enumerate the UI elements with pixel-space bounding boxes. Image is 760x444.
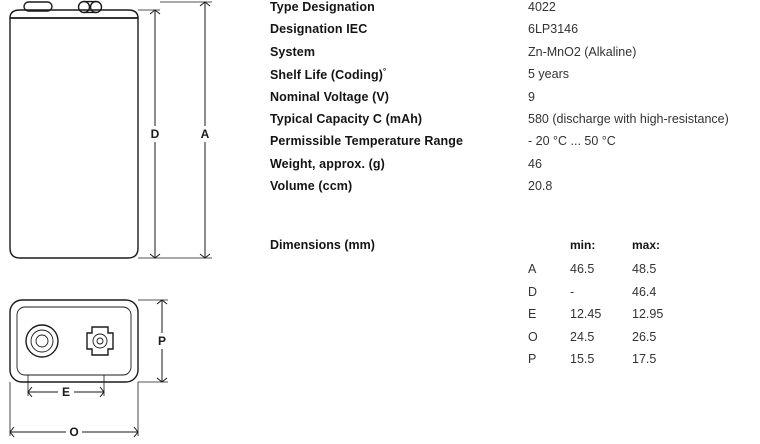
- table-row: [528, 330, 692, 353]
- battery-technical-drawing: [0, 0, 262, 444]
- spec-label-superscript: °: [383, 67, 387, 77]
- spec-value: 6LP3146: [528, 22, 579, 37]
- table-row: [528, 262, 692, 285]
- dimension-min: 15.5: [570, 352, 595, 366]
- dimension-min: 12.45: [570, 307, 602, 321]
- spec-value: 46: [528, 156, 542, 171]
- spec-label: System: [270, 44, 316, 59]
- dimensions-title: Dimensions (mm): [270, 238, 375, 252]
- spec-row: [270, 157, 760, 179]
- specification-table: [270, 0, 760, 202]
- spec-value: 20.8: [528, 179, 553, 194]
- dimension-key: E: [528, 307, 537, 321]
- spec-value: Zn-MnO2 (Alkaline): [528, 44, 637, 59]
- dimension-max: 17.5: [632, 352, 657, 366]
- spec-value: 4022: [528, 0, 556, 14]
- spec-row: [270, 179, 760, 201]
- spec-row: [270, 45, 760, 67]
- table-row: [528, 352, 692, 375]
- dimension-max: 48.5: [632, 262, 657, 276]
- spec-label-text: Shelf Life (Coding): [270, 68, 383, 83]
- dimension-max: 46.4: [632, 284, 657, 299]
- dimension-max: 26.5: [632, 329, 657, 344]
- dimension-key: A: [528, 262, 537, 276]
- dimension-key: O: [528, 329, 538, 344]
- dimensions-table: [528, 238, 692, 375]
- spec-label: Weight, approx. (g): [270, 156, 385, 171]
- spec-label: Permissible Temperature Range: [270, 134, 464, 149]
- dimension-min: 24.5: [570, 329, 595, 344]
- spec-label: Nominal Voltage (V): [270, 89, 390, 104]
- table-row: [528, 307, 692, 330]
- dimension-min: -: [570, 284, 575, 299]
- dimensions-header-max: max:: [632, 238, 661, 252]
- dimension-label-p: P: [157, 334, 167, 348]
- dimensions-header-min: min:: [570, 238, 596, 252]
- dimension-max: 12.95: [632, 307, 664, 321]
- spec-row: [270, 22, 760, 44]
- spec-value: - 20 °C ... 50 °C: [528, 134, 616, 149]
- dimension-label-d: D: [150, 127, 160, 141]
- spec-label: Designation IEC: [270, 22, 368, 37]
- spec-value: 580 (discharge with high-resistance): [528, 111, 729, 126]
- dimension-min: 46.5: [570, 262, 595, 276]
- dimensions-section: [270, 238, 760, 366]
- spec-row: [270, 134, 760, 156]
- dimension-label-o: O: [69, 425, 79, 439]
- dimension-label-e: E: [61, 385, 71, 399]
- dimensions-header-row: [528, 238, 692, 262]
- spec-value: 9: [528, 89, 535, 104]
- dimension-key: P: [528, 352, 537, 366]
- spec-row: [270, 112, 760, 134]
- spec-row: [270, 90, 760, 112]
- spec-label: Typical Capacity C (mAh): [270, 111, 423, 126]
- dimension-key: D: [528, 284, 538, 299]
- dimensions-header-key: [528, 238, 570, 262]
- table-row: [528, 285, 692, 308]
- spec-row: [270, 0, 760, 22]
- spec-value: 5 years: [528, 67, 569, 82]
- spec-label: Type Designation: [270, 0, 375, 14]
- spec-label: Volume (ccm): [270, 179, 353, 194]
- dimension-label-a: A: [200, 127, 210, 141]
- spec-row: [270, 67, 760, 89]
- spec-label: [270, 67, 528, 82]
